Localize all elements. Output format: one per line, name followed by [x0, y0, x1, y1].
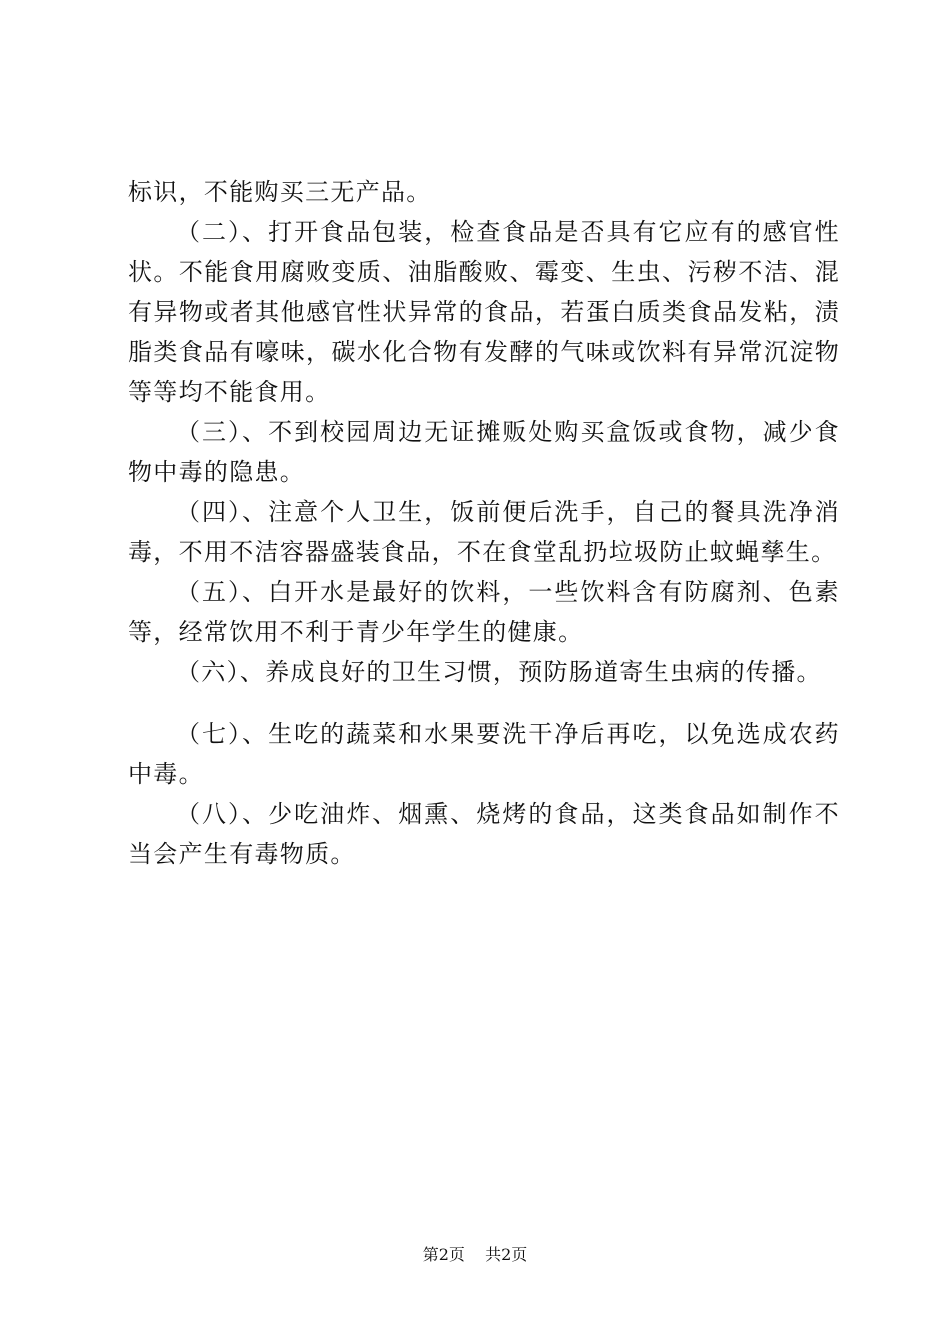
paragraph-item-6: （六）、养成良好的卫生习惯，预防肠道寄生虫病的传播。 [176, 658, 822, 686]
page-total: 共2页 [485, 1245, 528, 1264]
paragraph-item-8: （八）、少吃油炸、烟熏、烧烤的食品，这类食品如制作不当会产生有毒物质。 [128, 800, 840, 868]
page-number: 第2页 [422, 1245, 465, 1264]
page-footer [0, 1244, 950, 1266]
paragraph-continuation: 标识，不能购买三无产品。 [128, 178, 432, 206]
paragraph-item-5: （五）、白开水是最好的饮料，一些饮料含有防腐剂、色素等，经常饮用不利于青少年学生的健康。 [128, 578, 840, 646]
paragraph-item-2: （二）、打开食品包装，检查食品是否具有它应有的感官性状。不能食用腐败变质、油脂酸败、霉变、生虫、污秽不洁、混有异物或者其他感官性状异常的食品，若蛋白质类食品发粘，渍脂类食品有嚎味，碳水化合物有发酵的气味或饮料有异常沉淀物等等均不能食用。 [128, 218, 840, 406]
paragraph-item-7: （七）、生吃的蔬菜和水果要洗干净后再吃，以免选成农药中毒。 [128, 720, 840, 788]
paragraph-item-4: （四）、注意个人卫生，饭前便后洗手，自己的餐具洗净消毒，不用不洁容器盛装食品，不在食堂乱扔垃圾防止蚊蝇孳生。 [128, 498, 840, 566]
paragraph-item-3: （三）、不到校园周边无证摊贩处购买盒饭或食物，减少食物中毒的隐患。 [128, 418, 840, 486]
document-body [128, 172, 840, 874]
